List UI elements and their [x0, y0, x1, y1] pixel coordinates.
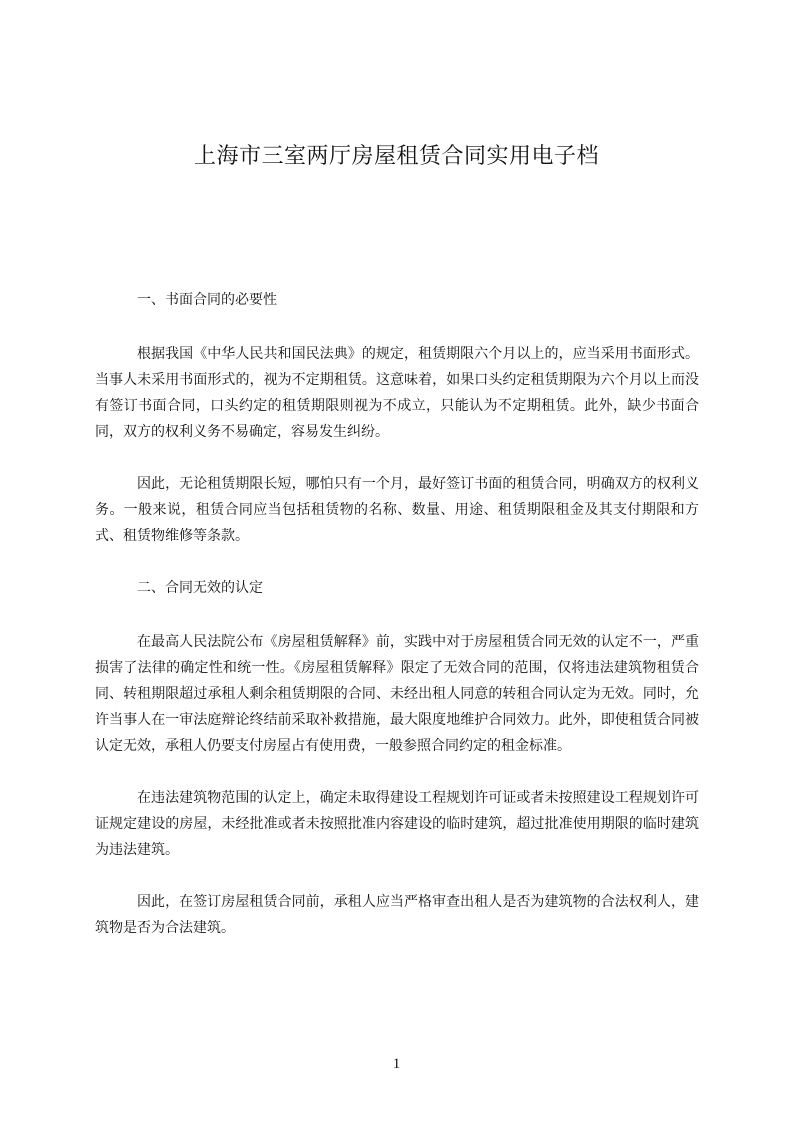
page-title: 上海市三室两厅房屋租赁合同实用电子档	[193, 144, 599, 169]
section-heading-invalidity: 二、合同无效的认定	[137, 580, 263, 596]
paragraph-written-form: 根据我国《中华人民共和国民法典》的规定，租赁期限六个月以上的，应当采用书面形式。当事人未采用书面形式的，视为不定期租赁。这意味着，如果口头约定租赁期限为六个月以上而没有签订书面合同，口头约定的租赁期限则视为不成立，只能认为不定期租赁。此外，缺少书面合同，双方的权利义务不易确定，容易发生纠纷。	[95, 346, 699, 440]
paragraph-illegal-building-definition: 在违法建筑物范围的认定上，确定未取得建设工程规划许可证或者未按照建设工程规划许可证规定建设的房屋，未经批准或者未按照批准内容建设的临时建筑，超过批准使用期限的临时建筑为违法建筑。	[95, 790, 699, 858]
section-heading-necessity: 一、书面合同的必要性	[137, 292, 277, 308]
paragraph-invalid-contract-scope: 在最高人民法院公布《房屋租赁解释》前，实践中对于房屋租赁合同无效的认定不一，严重损害了法律的确定性和统一性。《房屋租赁解释》限定了无效合同的范围，仅将违法建筑物租赁合同、转租期限超过承租人剩余租赁期限的合同、未经出租人同意的转租合同认定为无效。同时，允许当事人在一审法庭辩论终结前采取补救措施，最大限度地维护合同效力。此外，即使租赁合同被认定无效，承租人仍要支付房屋占有使用费，一般参照合同约定的租金标准。	[95, 634, 699, 754]
page-number: 1	[392, 1056, 401, 1072]
document-body	[95, 287, 699, 941]
paragraph-lessee-review: 因此，在签订房屋租赁合同前，承租人应当严格审查出租人是否为建筑物的合法权利人，建筑物是否为合法建筑。	[95, 894, 699, 936]
paragraph-sign-written-contract: 因此，无论租赁期限长短，哪怕只有一个月，最好签订书面的租赁合同，明确双方的权利义务。一般来说，租赁合同应当包括租赁物的名称、数量、用途、租赁期限租金及其支付期限和方式、租赁物维修等条款。	[95, 476, 699, 544]
